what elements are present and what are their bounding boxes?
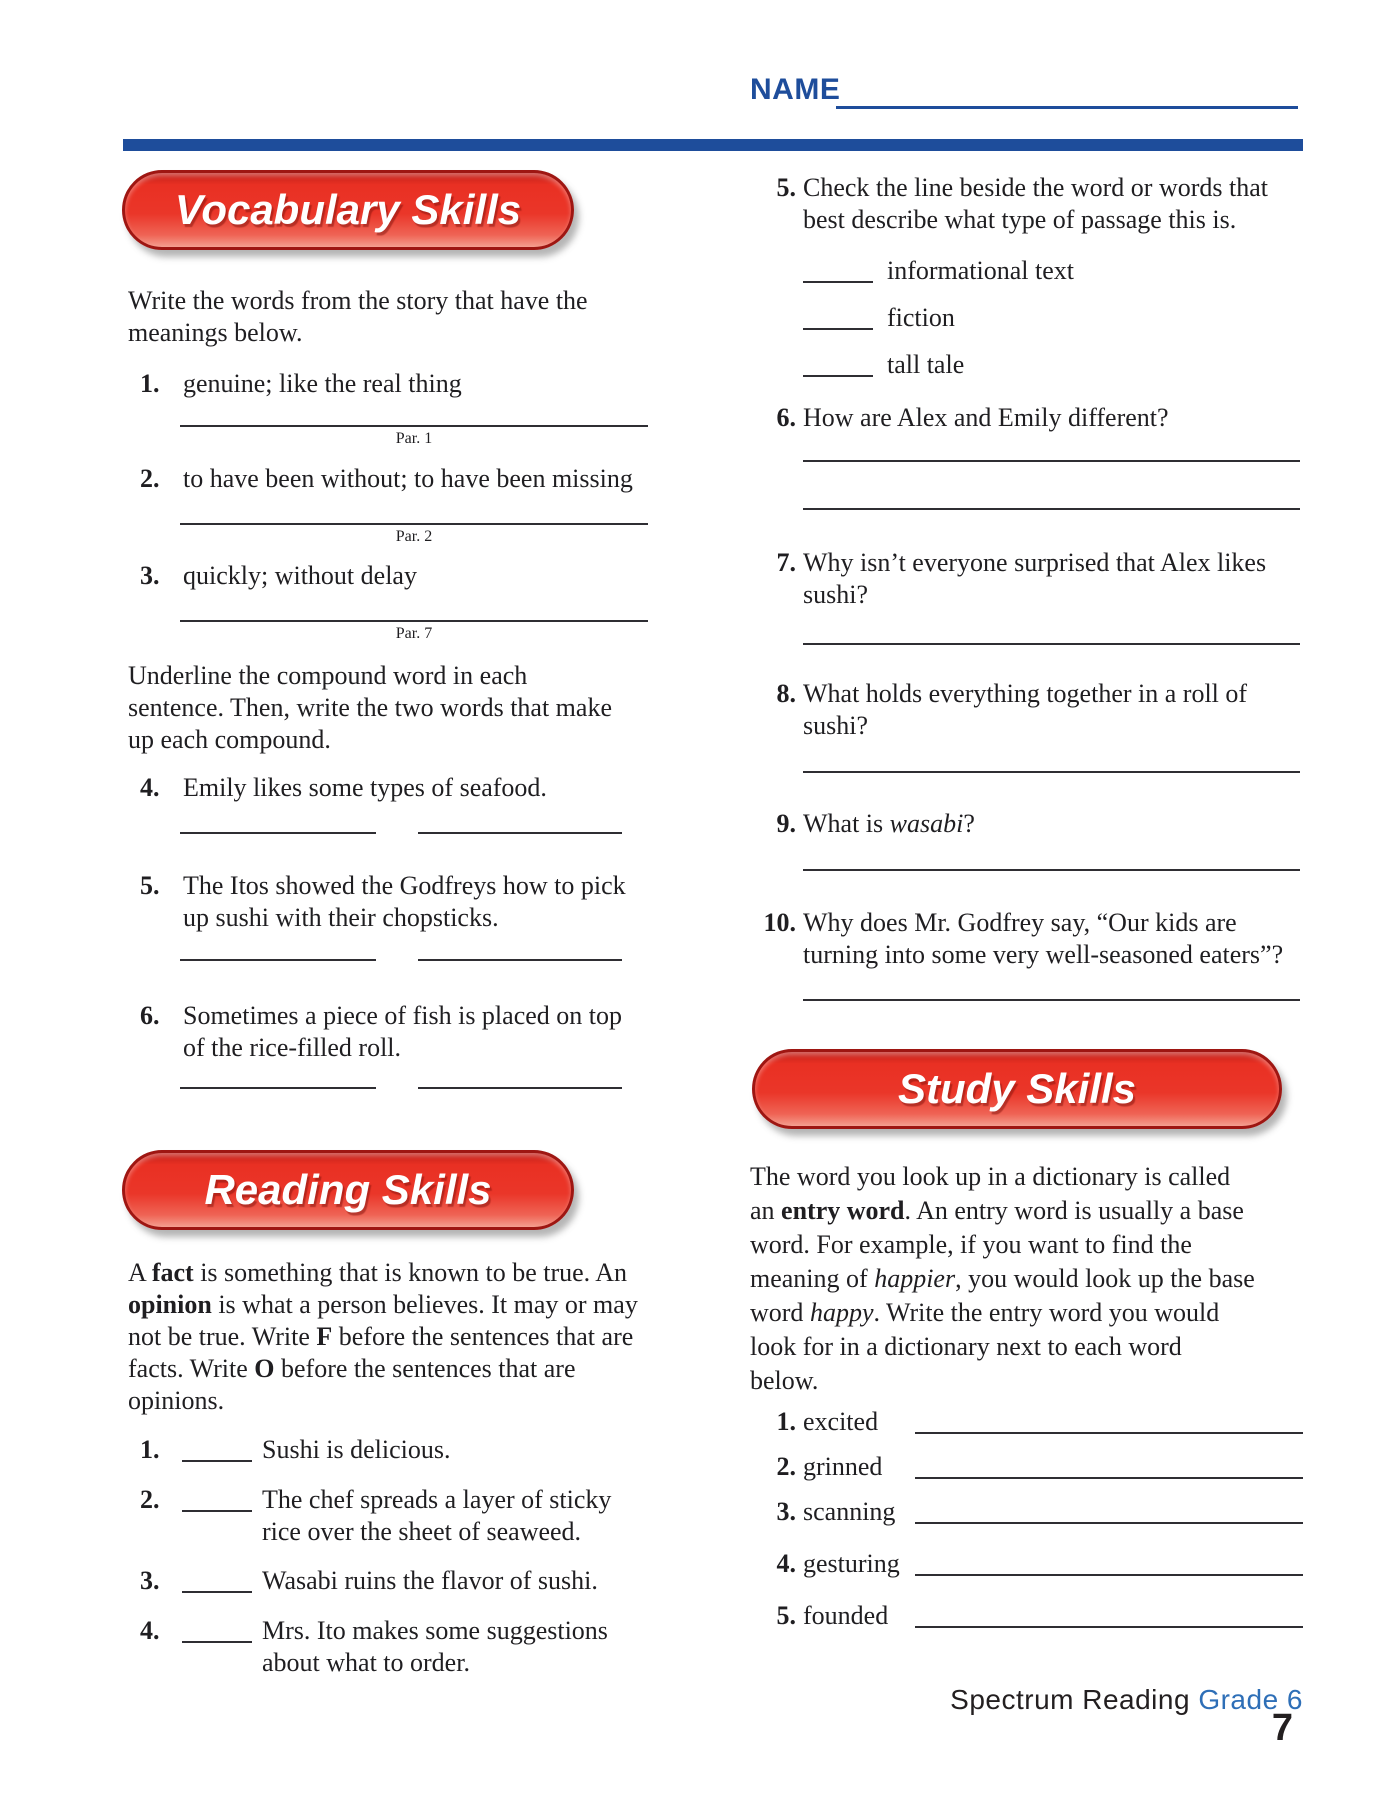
compound-answer-lines: [180, 1087, 650, 1089]
item-number: 9.: [776, 809, 796, 838]
fact-item-2: [140, 1484, 650, 1548]
fact-opinion-blank[interactable]: [182, 1434, 252, 1462]
option-label: tall tale: [887, 350, 965, 379]
item-text: Wasabi ruins the flavor of sushi.: [262, 1566, 598, 1595]
answer-line[interactable]: [418, 832, 622, 834]
question-text: What is wasabi?: [803, 809, 975, 838]
question-text: How are Alex and Emily different?: [803, 403, 1169, 432]
answer-line[interactable]: [803, 869, 1300, 871]
compound-intro: Underline the compound word in each sentence. Then, write the two words that make up each compound.: [128, 661, 612, 754]
answer-line[interactable]: [803, 460, 1300, 462]
item-number: 1.: [776, 1407, 796, 1436]
item-number: 10.: [763, 908, 796, 937]
item-text: Emily likes some types of seafood.: [183, 773, 547, 802]
option-tall-tale: [803, 349, 1303, 381]
item-text: to have been without; to have been missing: [183, 464, 633, 493]
answer-line[interactable]: [180, 1087, 376, 1089]
answer-line[interactable]: [418, 959, 622, 961]
item-number: 5.: [776, 1601, 796, 1630]
footer-book-title: Spectrum Reading: [950, 1684, 1191, 1715]
study-item-2: [750, 1451, 1303, 1483]
item-number: 5.: [776, 173, 796, 202]
study-item-5: [750, 1600, 1303, 1632]
answer-line[interactable]: [803, 771, 1300, 773]
answer-line[interactable]: [915, 1600, 1303, 1628]
footer-grade: Grade 6: [1198, 1684, 1303, 1715]
question-9: [750, 808, 1303, 840]
item-number: 2.: [140, 464, 160, 493]
study-word: grinned: [803, 1452, 883, 1481]
compound-answer-lines: [180, 959, 650, 961]
item-text: quickly; without delay: [183, 561, 417, 590]
question-8: [750, 678, 1303, 742]
answer-line[interactable]: [180, 832, 376, 834]
study-item-4: [750, 1548, 1303, 1580]
study-word: excited: [803, 1407, 879, 1436]
item-number: 3.: [140, 1566, 160, 1595]
paragraph-ref: Par. 2: [395, 528, 433, 545]
vocab-item-1: [140, 368, 650, 400]
answer-line[interactable]: [180, 620, 648, 622]
study-word: founded: [803, 1601, 889, 1630]
item-text: genuine; like the real thing: [183, 369, 462, 398]
page-number: 7: [1271, 1707, 1293, 1749]
item-number: 7.: [776, 548, 796, 577]
compound-answer-lines: [180, 832, 650, 834]
question-text: Check the line beside the word or words that best describe what type of passage this is.: [803, 173, 1268, 234]
study-item-1: [750, 1406, 1303, 1438]
question-text: What holds everything together in a roll of sushi?: [803, 679, 1248, 740]
reading-skills-badge: Reading Skills: [122, 1150, 574, 1230]
fact-opinion-blank[interactable]: [182, 1615, 252, 1643]
vocab-item-3: [140, 560, 650, 592]
fact-item-4: [140, 1615, 650, 1679]
item-text: Sometimes a piece of fish is placed on top of the rice-filled roll.: [183, 1001, 623, 1062]
answer-line[interactable]: [180, 523, 648, 525]
compound-item-6: [140, 1000, 650, 1064]
study-word: gesturing: [803, 1549, 900, 1578]
question-6: [750, 402, 1303, 434]
study-word: scanning: [803, 1497, 896, 1526]
item-number: 3.: [776, 1497, 796, 1526]
check-blank[interactable]: [803, 349, 873, 377]
vocabulary-skills-badge: Vocabulary Skills: [122, 170, 574, 250]
item-text: Mrs. Ito makes some suggestions about what to order.: [262, 1616, 608, 1677]
item-text: Sushi is delicious.: [262, 1435, 451, 1464]
fact-item-3: [140, 1565, 650, 1597]
name-blank-line[interactable]: [836, 78, 1298, 109]
fact-opinion-blank[interactable]: [182, 1565, 252, 1593]
answer-line[interactable]: [418, 1087, 622, 1089]
answer-line[interactable]: [803, 508, 1300, 510]
item-number: 2.: [776, 1452, 796, 1481]
question-5: [750, 172, 1303, 236]
right-column: [750, 172, 1303, 1632]
question-10: [750, 907, 1303, 971]
option-fiction: [803, 302, 1303, 334]
question-text: Why does Mr. Godfrey say, “Our kids are turning into some very well-seasoned eaters”?: [803, 908, 1284, 969]
answer-line[interactable]: [915, 1406, 1303, 1434]
answer-line[interactable]: [180, 959, 376, 961]
study-item-3: [750, 1496, 1303, 1528]
study-intro: The word you look up in a dictionary is called an entry word. An entry word is usually a base word. For example, if you want to find the meaning of happier, you would look up the base word happy. Write the entry word you would look for in a dictionary next to each word below.: [750, 1162, 1255, 1395]
question-7: [750, 547, 1303, 611]
item-number: 4.: [140, 1616, 160, 1645]
paragraph-ref: Par. 7: [395, 625, 433, 642]
question-text: Why isn’t everyone surprised that Alex likes sushi?: [803, 548, 1267, 609]
item-number: 8.: [776, 679, 796, 708]
check-blank[interactable]: [803, 302, 873, 330]
paragraph-ref: Par. 1: [395, 430, 433, 447]
item-text: The chef spreads a layer of sticky rice over the sheet of seaweed.: [262, 1485, 612, 1546]
answer-line[interactable]: [915, 1496, 1303, 1524]
check-blank[interactable]: [803, 255, 873, 283]
vocabulary-intro: Write the words from the story that have the meanings below.: [128, 286, 588, 347]
answer-line[interactable]: [915, 1548, 1303, 1576]
item-number: 3.: [140, 561, 160, 590]
item-number: 4.: [140, 773, 160, 802]
left-column: [110, 170, 650, 1679]
name-label: NAME: [750, 73, 841, 106]
item-text: The Itos showed the Godfreys how to pick up sushi with their chopsticks.: [183, 871, 626, 932]
item-number: 5.: [140, 871, 160, 900]
compound-item-4: [140, 772, 650, 804]
vocab-item-2: [140, 463, 650, 495]
option-label: fiction: [887, 303, 955, 332]
answer-line[interactable]: [803, 643, 1300, 645]
item-number: 1.: [140, 369, 160, 398]
fact-item-1: [140, 1434, 650, 1466]
reading-intro: A fact is something that is known to be true. An opinion is what a person believes. It may or may not be true. Write F before the sentences that are facts. Write O before the sentences that are opinions.: [128, 1258, 638, 1415]
answer-line[interactable]: [915, 1451, 1303, 1479]
item-number: 6.: [140, 1001, 160, 1030]
fact-opinion-blank[interactable]: [182, 1484, 252, 1512]
option-informational-text: [803, 255, 1303, 287]
item-number: 1.: [140, 1435, 160, 1464]
item-number: 2.: [140, 1485, 160, 1514]
header-rule: [123, 139, 1303, 151]
answer-line[interactable]: [180, 425, 648, 427]
compound-item-5: [140, 870, 650, 934]
item-number: 4.: [776, 1549, 796, 1578]
item-number: 6.: [776, 403, 796, 432]
option-label: informational text: [887, 256, 1075, 285]
study-skills-badge: Study Skills: [752, 1049, 1282, 1129]
footer: [950, 1684, 1303, 1716]
answer-line[interactable]: [803, 999, 1300, 1001]
